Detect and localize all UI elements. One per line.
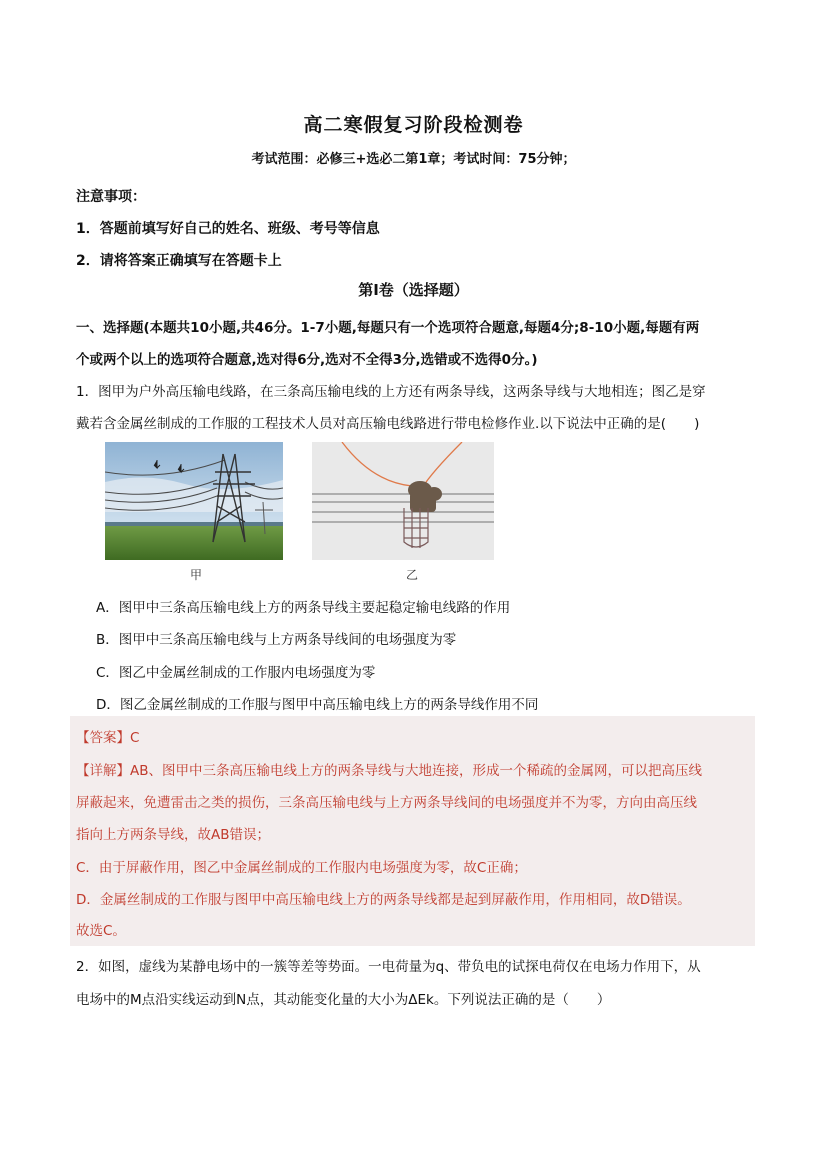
- q1-answer: 【答案】C: [76, 730, 140, 746]
- q1-option-b: B．图甲中三条高压输电线与上方两条导线间的电场强度为零: [96, 632, 457, 648]
- q1-option-d: D．图乙金属丝制成的工作服与图甲中高压输电线上方的两条导线作用不同: [96, 697, 539, 713]
- q1-detail-line-3: 指向上方两条导线，故AB错误；: [76, 827, 270, 843]
- q1-stem-line-2-text: 戴若含金属丝制成的工作服的工程技术人员对高压输电线路进行带电检修作业.以下说法中正确的是(: [76, 416, 667, 432]
- section-intro-line-1: 一、选择题(本题共10小题,共46分。1-7小题,每题只有一个选项符合题意,每题4分;8-10小题,每题有两: [76, 320, 700, 336]
- q2-stem-paren-close: ）: [596, 992, 611, 1008]
- notice-heading: 注意事项：: [76, 189, 146, 205]
- q1-detail-line-5: D．金属丝制成的工作服与图甲中高压输电线上方的两条导线都是起到屏蔽作用，作用相同，故D错误。: [76, 892, 691, 908]
- figure-caption-jia: 甲: [190, 568, 203, 582]
- q1-detail-line-6: 故选C。: [76, 923, 126, 939]
- q1-option-a: A．图甲中三条高压输电线上方的两条导线主要起稳定输电线路的作用: [96, 600, 511, 616]
- q2-stem-line-1: 2．如图，虚线为某静电场中的一簇等差等势面。一电荷量为q、带负电的试探电荷仅在电场力作用下，从: [76, 959, 701, 975]
- notice-item-1: 1．答题前填写好自己的姓名、班级、考号等信息: [76, 221, 380, 237]
- q1-stem-line-2: [76, 412, 766, 432]
- exam-scope: 考试范围：必修三+选必二第1章；考试时间：75分钟；: [251, 152, 576, 167]
- q1-detail-line-4: C．由于屏蔽作用，图乙中金属丝制成的工作服内电场强度为零，故C正确；: [76, 860, 527, 876]
- q1-detail-line-1: 【详解】AB、图甲中三条高压输电线上方的两条导线与大地连接，形成一个稀疏的金属网，可以把高压线: [76, 763, 702, 779]
- figure-power-lines: [105, 442, 283, 560]
- section-title: 第I卷（选择题）: [358, 281, 469, 299]
- q1-stem-paren-close: ): [694, 416, 700, 432]
- q2-stem-line-2: [76, 988, 766, 1008]
- figure-live-line-worker: [312, 442, 494, 560]
- figure-caption-yi: 乙: [406, 568, 419, 582]
- notice-item-2: 2．请将答案正确填写在答题卡上: [76, 253, 282, 269]
- q1-option-c: C．图乙中金属丝制成的工作服内电场强度为零: [96, 665, 376, 681]
- page-title: 高二寒假复习阶段检测卷: [303, 114, 524, 136]
- section-intro-line-2: 个或两个以上的选项符合题意,选对得6分,选对不全得3分,选错或不选得0分。): [76, 352, 538, 368]
- live-line-worker-photo: [312, 442, 494, 560]
- power-lines-photo: [105, 442, 283, 560]
- q1-detail-line-2: 屏蔽起来，免遭雷击之类的损伤，三条高压输电线与上方两条导线间的电场强度并不为零，方向由高压线: [76, 795, 697, 811]
- q1-stem-line-1: 1．图甲为户外高压输电线路，在三条高压输电线的上方还有两条导线，这两条导线与大地相连；图乙是穿: [76, 384, 706, 400]
- q2-stem-line-2-text: 电场中的M点沿实线运动到N点，其动能变化量的大小为ΔEk。下列说法正确的是（: [76, 992, 569, 1008]
